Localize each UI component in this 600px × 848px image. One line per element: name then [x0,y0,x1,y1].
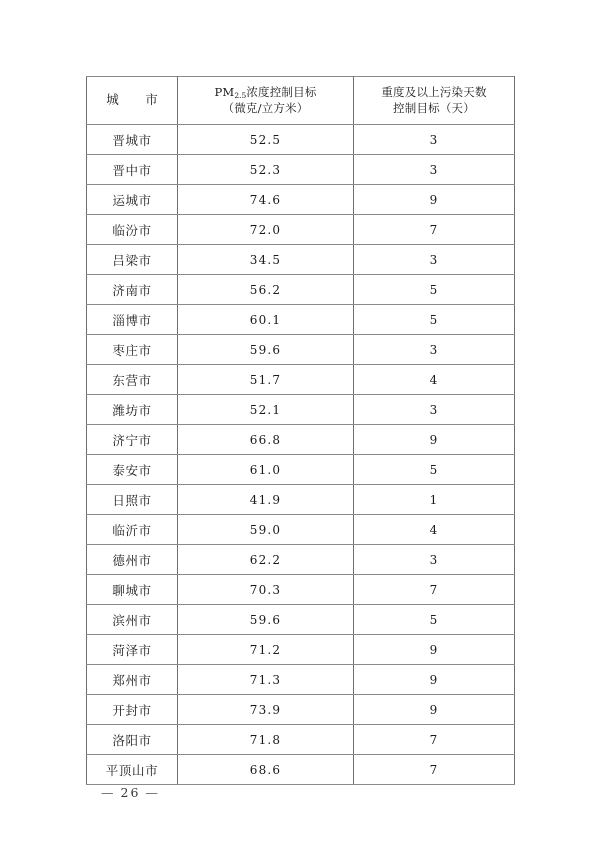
table-row [87,335,515,365]
folio-dash-right: — [145,785,160,800]
column-header-pm25-line2: （微克/立方米） [222,100,309,115]
table-row [87,605,515,635]
cell-city-name: 开封市 [87,695,178,725]
cell-pm25-target: 71.3 [178,665,354,695]
cell-city-name: 吕梁市 [87,245,178,275]
table-row [87,545,515,575]
cell-heavy-pollution-days: 3 [354,125,515,155]
cell-city-name: 临汾市 [87,215,178,245]
cell-heavy-pollution-days: 9 [354,695,515,725]
cell-pm25-target: 66.8 [178,425,354,455]
cell-pm25-target: 34.5 [178,245,354,275]
folio-dash-left: — [101,785,116,800]
column-header-days-line1: 重度及以上污染天数 [381,84,487,99]
table-row [87,755,515,785]
cell-heavy-pollution-days: 5 [354,605,515,635]
table-row [87,665,515,695]
data-table-container [86,76,514,785]
cell-heavy-pollution-days: 4 [354,365,515,395]
cell-heavy-pollution-days: 3 [354,335,515,365]
cell-heavy-pollution-days: 1 [354,485,515,515]
pm25-suffix: 浓度控制目标 [246,84,317,99]
cell-heavy-pollution-days: 3 [354,545,515,575]
cell-pm25-target: 59.6 [178,605,354,635]
column-header-days-line2: 控制目标（天） [393,100,475,115]
cell-city-name: 潍坊市 [87,395,178,425]
cell-heavy-pollution-days: 7 [354,755,515,785]
cell-heavy-pollution-days: 4 [354,515,515,545]
cell-heavy-pollution-days: 9 [354,425,515,455]
page-footer [86,782,514,801]
cell-city-name: 日照市 [87,485,178,515]
pm25-subscript: 2.5 [234,90,247,100]
cell-city-name: 平顶山市 [87,755,178,785]
table-row [87,455,515,485]
cell-pm25-target: 61.0 [178,455,354,485]
cell-heavy-pollution-days: 3 [354,155,515,185]
table-row [87,185,515,215]
cell-pm25-target: 59.0 [178,515,354,545]
cell-city-name: 济南市 [87,275,178,305]
column-header-city-label: 城 市 [106,92,165,108]
cell-heavy-pollution-days: 9 [354,665,515,695]
table-row [87,275,515,305]
cell-heavy-pollution-days: 9 [354,635,515,665]
cell-city-name: 聊城市 [87,575,178,605]
cell-pm25-target: 52.5 [178,125,354,155]
table-row [87,395,515,425]
cell-city-name: 晋城市 [87,125,178,155]
table-row [87,425,515,455]
cell-city-name: 淄博市 [87,305,178,335]
table-row [87,155,515,185]
cell-heavy-pollution-days: 7 [354,575,515,605]
table-row [87,695,515,725]
cell-pm25-target: 52.1 [178,395,354,425]
cell-heavy-pollution-days: 7 [354,725,515,755]
cell-pm25-target: 41.9 [178,485,354,515]
column-header-heavy-pollution-days [354,77,515,125]
cell-pm25-target: 71.2 [178,635,354,665]
cell-city-name: 郑州市 [87,665,178,695]
cell-pm25-target: 56.2 [178,275,354,305]
table-row [87,725,515,755]
cell-city-name: 东营市 [87,365,178,395]
table-row [87,305,515,335]
cell-city-name: 晋中市 [87,155,178,185]
cell-pm25-target: 68.6 [178,755,354,785]
table-row [87,485,515,515]
cell-heavy-pollution-days: 3 [354,245,515,275]
cell-heavy-pollution-days: 5 [354,275,515,305]
pm25-prefix: PM [214,84,235,99]
cell-heavy-pollution-days: 9 [354,185,515,215]
cell-city-name: 运城市 [87,185,178,215]
table-body [87,125,515,785]
column-header-pm25-line1 [178,85,353,101]
air-quality-targets-table [86,76,515,785]
table-row [87,575,515,605]
cell-city-name: 德州市 [87,545,178,575]
cell-pm25-target: 72.0 [178,215,354,245]
table-row [87,245,515,275]
table-row [87,215,515,245]
cell-heavy-pollution-days: 5 [354,305,515,335]
cell-city-name: 泰安市 [87,455,178,485]
column-header-pm25 [178,77,354,125]
cell-heavy-pollution-days: 5 [354,455,515,485]
table-row [87,515,515,545]
cell-heavy-pollution-days: 7 [354,215,515,245]
cell-pm25-target: 60.1 [178,305,354,335]
cell-pm25-target: 71.8 [178,725,354,755]
table-row [87,125,515,155]
cell-heavy-pollution-days: 3 [354,395,515,425]
table-header [87,77,515,125]
cell-pm25-target: 59.6 [178,335,354,365]
column-header-city [87,77,178,125]
table-row [87,365,515,395]
cell-city-name: 济宁市 [87,425,178,455]
cell-pm25-target: 74.6 [178,185,354,215]
page-number: 26 [120,785,141,800]
cell-city-name: 滨州市 [87,605,178,635]
cell-city-name: 菏泽市 [87,635,178,665]
cell-pm25-target: 73.9 [178,695,354,725]
cell-city-name: 洛阳市 [87,725,178,755]
cell-city-name: 临沂市 [87,515,178,545]
cell-pm25-target: 51.7 [178,365,354,395]
table-header-row [87,77,515,125]
table-row [87,635,515,665]
cell-pm25-target: 62.2 [178,545,354,575]
cell-pm25-target: 52.3 [178,155,354,185]
page-number-folio [86,785,165,800]
cell-pm25-target: 70.3 [178,575,354,605]
cell-city-name: 枣庄市 [87,335,178,365]
